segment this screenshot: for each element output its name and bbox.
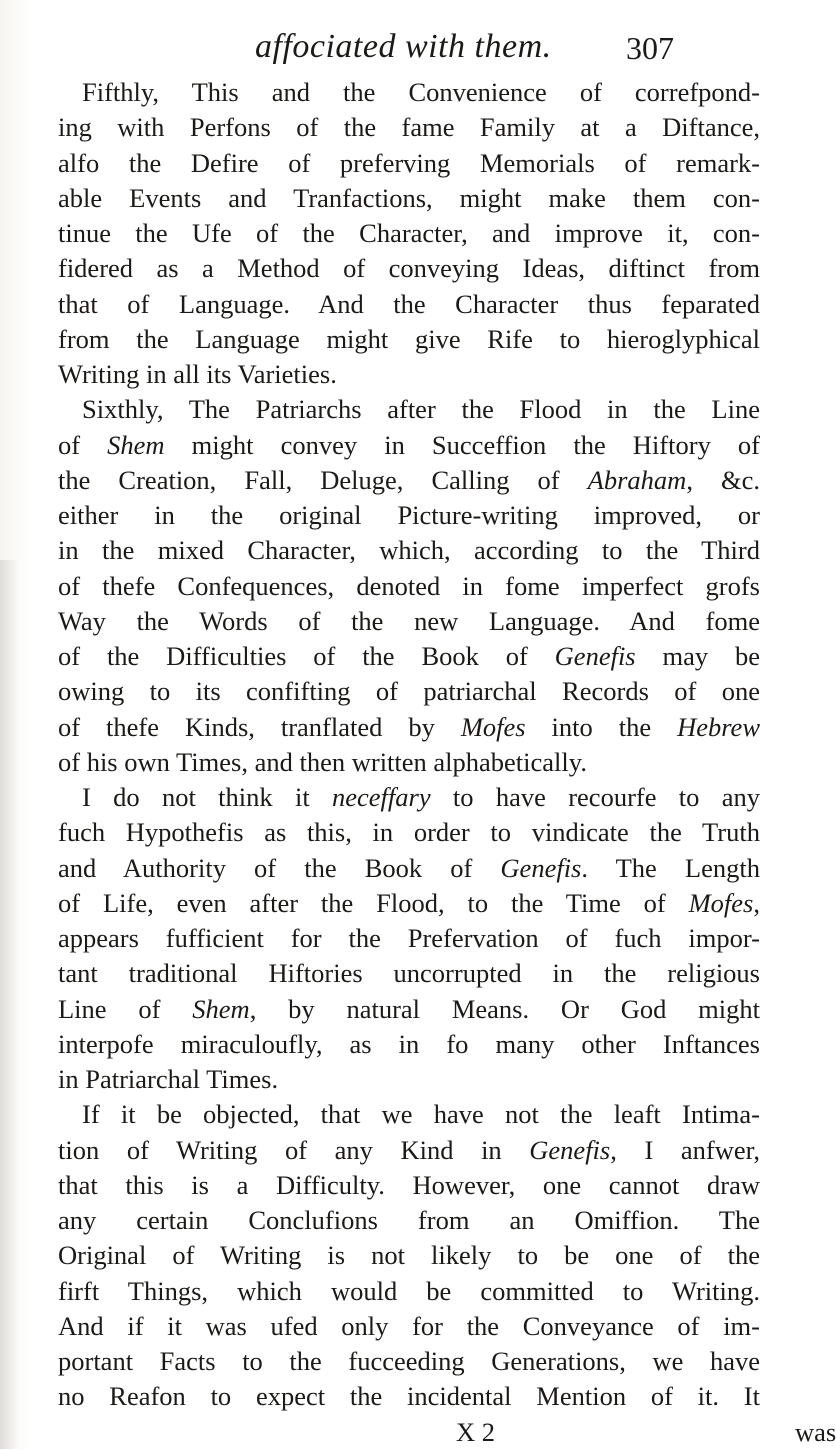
italic-text: Hebrew <box>677 711 760 742</box>
text-line <box>58 1133 760 1168</box>
text-run: Line of <box>58 993 193 1024</box>
text-line: any certain Conclufions from an Omiffion. The <box>58 1205 760 1235</box>
text-run: I do not think it <box>82 782 333 812</box>
text-line: Way the Words of the new Language. And fome <box>58 605 760 636</box>
text-line: either in the original Picture-writing improved, or <box>58 500 760 530</box>
page-header <box>0 28 800 78</box>
text-run: to have recourfe to any <box>430 782 760 812</box>
text-line: that of Language. And the Character thus feparated <box>58 288 760 319</box>
text-run: , &c. <box>686 464 760 495</box>
text-run: , I anfwer, <box>610 1134 760 1165</box>
text-line: in the mixed Character, which, according to the Third <box>58 535 760 566</box>
catchword: was <box>795 1416 836 1447</box>
text-run: , by natural Means. Or God might <box>249 993 760 1024</box>
text-run: of thefe Kinds, tranflated by <box>58 711 461 742</box>
text-run: , <box>753 887 760 918</box>
text-line: able Events and Tranfactions, might make them con- <box>58 182 760 213</box>
text-line: of his own Times, and then written alphabetically. <box>58 746 587 777</box>
text-line: alfo the Defire of preferving Memorials of remark- <box>58 147 760 178</box>
text-run: of Life, even after the Flood, to the Time of <box>58 887 689 918</box>
page-footer <box>58 1415 836 1450</box>
italic-text: Mofes <box>688 887 754 918</box>
italic-text: Mofes <box>460 711 526 742</box>
binding-shadow <box>0 560 18 1449</box>
italic-text: Shem <box>192 993 250 1024</box>
text-line: no Reafon to expect the incidental Mention of it. It <box>58 1381 760 1412</box>
text-line: portant Facts to the fucceeding Generations, we have <box>58 1346 760 1376</box>
text-line <box>58 851 760 886</box>
text-line: from the Language might give Rife to hieroglyphical <box>58 323 760 354</box>
text-line: appears fufficient for the Prefervation of fuch impor- <box>58 923 760 953</box>
text-line: that this is a Difficulty. However, one cannot draw <box>58 1169 760 1200</box>
text-run: the Creation, Fall, Deluge, Calling of <box>58 464 588 495</box>
text-line: Sixthly, The Patriarchs after the Flood in the Line <box>82 394 760 425</box>
text-line: Fifthly, This and the Convenience of correfpond- <box>82 77 760 107</box>
text-line <box>58 639 760 674</box>
text-line: If it be objected, that we have not the leaft Intima- <box>82 1099 760 1130</box>
text-line: firft Things, which would be committed to Writing. <box>58 1275 760 1306</box>
text-line <box>58 463 760 498</box>
text-run: might convey in Succeffion the Hiftory of <box>164 429 760 460</box>
text-line: owing to its confifting of patriarchal Records of one <box>58 676 760 707</box>
text-run: of <box>58 429 108 460</box>
signature-mark: X 2 <box>456 1416 496 1447</box>
text-line: tant traditional Hiftories uncorrupted in the religious <box>58 958 760 989</box>
text-line: interpofe miraculoufly, as in fo many other Inftances <box>58 1028 760 1059</box>
page-number: 307 <box>626 30 674 66</box>
text-run: may be <box>635 641 760 671</box>
text-line: ing with Perfons of the fame Family at a Diftance, <box>58 112 760 143</box>
text-line: Writing in all its Varieties. <box>58 359 337 389</box>
text-line <box>58 780 760 815</box>
text-run: and Authority of the Book of <box>58 852 501 883</box>
text-line <box>58 710 760 745</box>
italic-text: Genefis <box>554 641 636 671</box>
text-line: Original of Writing is not likely to be one of the <box>58 1240 760 1271</box>
text-line: And if it was ufed only for the Conveyance of im- <box>58 1310 760 1341</box>
text-line: tinue the Ufe of the Character, and improve it, con- <box>58 218 760 248</box>
text-run: tion of Writing of any Kind in <box>58 1134 530 1165</box>
text-run: into the <box>525 711 678 742</box>
text-line <box>58 886 760 921</box>
italic-text: Shem <box>107 429 165 460</box>
italic-text: Genefis <box>500 852 582 883</box>
italic-text: neceffary <box>332 782 431 812</box>
body-text <box>58 75 836 1450</box>
text-line: fidered as a Method of conveying Ideas, diftinct from <box>58 253 760 284</box>
text-line: fuch Hypothefis as this, in order to vindicate the Truth <box>58 817 760 848</box>
text-run: of the Difficulties of the Book of <box>58 641 555 671</box>
text-run: . The Length <box>581 852 760 883</box>
italic-text: Abraham <box>587 464 687 495</box>
text-line <box>58 992 760 1027</box>
running-head: affociated with them. <box>255 28 552 65</box>
text-line <box>58 428 760 463</box>
italic-text: Genefis <box>529 1134 611 1165</box>
text-line: in Patriarchal Times. <box>58 1064 279 1094</box>
text-line: of thefe Confequences, denoted in fome imperfect grofs <box>58 570 760 601</box>
